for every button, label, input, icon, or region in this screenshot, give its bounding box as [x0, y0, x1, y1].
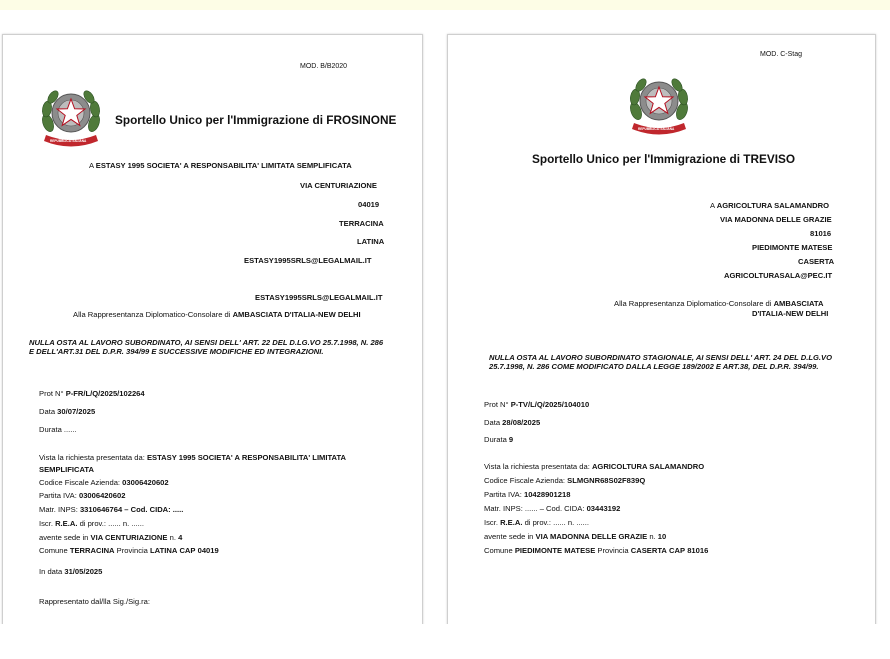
- provincia-value: CASERTA: [630, 546, 667, 555]
- prot-label: Prot N°: [39, 389, 64, 398]
- sede-value: VIA MADONNA DELLE GRAZIE: [535, 532, 648, 541]
- sede-n-label: n.: [649, 532, 656, 541]
- cap-value: 04019: [197, 546, 219, 555]
- diplomatic-name-line2: D'ITALIA-NEW DELHI: [752, 309, 829, 318]
- prot-value: P-FR/L/Q/2025/102264: [65, 389, 145, 398]
- diplomatic-line: [614, 299, 824, 308]
- rea-line: [39, 519, 144, 528]
- provincia-label: Provincia: [116, 546, 148, 555]
- emblem-ribbon-text: REPUBBLICA ITALIANA: [50, 139, 87, 143]
- richiesta-line: [39, 453, 346, 462]
- diplomatic-name-line1: AMBASCIATA: [773, 299, 824, 308]
- address-email: AGRICOLTURASALA@PEC.IT: [724, 271, 833, 280]
- comune-value: PIEDIMONTE MATESE: [514, 546, 596, 555]
- comune-label: Comune: [39, 546, 68, 555]
- screenshot-bottom-band: [0, 624, 890, 659]
- address-street: VIA MADONNA DELLE GRAZIE: [720, 215, 832, 224]
- document-page-left: [2, 34, 423, 626]
- piva-line: [39, 491, 125, 500]
- sede-line: [484, 532, 666, 541]
- richiesta-name: ESTASY 1995 SOCIETA' A RESPONSABILITA' LIMITATA: [146, 453, 347, 462]
- comune-line: [39, 546, 219, 555]
- diplomatic-line: [73, 310, 361, 319]
- recipient-name: ESTASY 1995 SOCIETA' A RESPONSABILITA' LIMITATA SEMPLIFICATA: [95, 161, 352, 170]
- cf-line: [484, 476, 645, 485]
- data-line: [484, 418, 540, 427]
- durata-value: 9: [508, 435, 514, 444]
- rea-label-bold: R.E.A.: [55, 519, 78, 528]
- cf-line: [39, 478, 169, 487]
- comune-value: TERRACINA: [69, 546, 115, 555]
- data-label: Data: [484, 418, 501, 427]
- richiesta-name: AGRICOLTURA SALAMANDRO: [591, 462, 705, 471]
- piva-value: 10428901218: [523, 490, 571, 499]
- inps-line: [484, 504, 620, 513]
- inps-line: [39, 505, 183, 514]
- comune-line: [484, 546, 708, 555]
- diplomatic-name: AMBASCIATA D'ITALIA-NEW DELHI: [232, 310, 361, 319]
- address-email: ESTASY1995SRLS@LEGALMAIL.IT: [244, 256, 372, 265]
- cap-value: 81016: [687, 546, 709, 555]
- cap-label: CAP: [179, 546, 196, 555]
- diplomatic-label: Alla Rappresentanza Diplomatico-Consolare di: [614, 299, 772, 308]
- cf-value: SLMGNR68S02F839Q: [567, 476, 646, 485]
- rea-label-post: di prov.: ...... n. ......: [524, 518, 589, 527]
- piva-line: [484, 490, 570, 499]
- rea-label-post: di prov.: ...... n. ......: [79, 519, 144, 528]
- sede-label: avente sede in: [39, 533, 89, 542]
- data-label: Data: [39, 407, 56, 416]
- address-city: PIEDIMONTE MATESE: [752, 243, 833, 252]
- address-cap: 04019: [358, 200, 380, 209]
- cap-label: CAP: [669, 546, 686, 555]
- rea-label-pre: Iscr.: [484, 518, 498, 527]
- republic-emblem-icon: [628, 71, 690, 139]
- inps-value: 3310646764 – Cod. CIDA: .....: [79, 505, 184, 514]
- address-street: VIA CENTURIAZIONE: [300, 181, 377, 190]
- inps-label: Matr. INPS:: [39, 505, 78, 514]
- piva-label: Partita IVA:: [484, 490, 522, 499]
- durata-label: Durata: [484, 435, 507, 444]
- data-value: 28/08/2025: [502, 418, 541, 427]
- prot-label: Prot N°: [484, 400, 509, 409]
- sede-n-label: n.: [169, 533, 176, 542]
- screenshot-top-band: [0, 0, 890, 10]
- in-data-label: In data: [39, 567, 63, 576]
- cc-email: ESTASY1995SRLS@LEGALMAIL.IT: [255, 293, 383, 302]
- prot-line: [39, 389, 145, 398]
- rea-label-bold: R.E.A.: [500, 518, 523, 527]
- richiesta-label: Vista la richiesta presentata da:: [484, 462, 590, 471]
- durata-line: [484, 435, 513, 444]
- provincia-value: LATINA: [150, 546, 178, 555]
- nulla-osta-text: NULLA OSTA AL LAVORO SUBORDINATO, AI SENSI DELL' ART. 22 DEL D.LG.VO 25.7.1998, N. 286 E DELL'ART.31 DEL D.P.R. 394/99 E SUCCESSIVE MODIFICHE ED INTEGRAZIONI.: [29, 338, 384, 357]
- durata-label: Durata: [39, 425, 62, 434]
- sede-label: avente sede in: [484, 532, 534, 541]
- office-title: Sportello Unico per l'Immigrazione di TREVISO: [532, 152, 796, 166]
- in-data-line: [39, 567, 102, 576]
- prot-value: P-TV/L/Q/2025/104010: [510, 400, 590, 409]
- emblem-ribbon-text: REPUBBLICA ITALIANA: [638, 127, 675, 131]
- rea-line: [484, 518, 589, 527]
- prot-line: [484, 400, 589, 409]
- nulla-osta-text: NULLA OSTA AL LAVORO SUBORDINATO STAGIONALE, AI SENSI DELL' ART. 24 DEL D.LG.VO 25.7.1998, N. 286 COME MODIFICATO DALLA LEGGE 189/2002 E ART.38, DEL D.P.R. 394/99.: [489, 353, 832, 372]
- in-data-value: 31/05/2025: [64, 567, 103, 576]
- address-cap: 81016: [810, 229, 832, 238]
- recipient-line: [710, 201, 829, 210]
- sede-n-value: 4: [178, 533, 183, 542]
- durata-value: ......: [63, 425, 77, 434]
- document-page-right: [447, 34, 876, 626]
- recipient-prefix: A: [89, 161, 94, 170]
- recipient-name: AGRICOLTURA SALAMANDRO: [716, 201, 829, 210]
- address-province: LATINA: [357, 237, 385, 246]
- rea-label-pre: Iscr.: [39, 519, 53, 528]
- data-value: 30/07/2025: [57, 407, 96, 416]
- inps-value: 03443192: [586, 504, 621, 513]
- recipient-line: [89, 161, 352, 170]
- mod-code: MOD. B/B2020: [300, 63, 348, 70]
- mod-code: MOD. C-Stag: [760, 51, 803, 58]
- comune-label: Comune: [484, 546, 513, 555]
- data-line: [39, 407, 95, 416]
- richiesta-line: [484, 462, 704, 471]
- richiesta-name-cont: SEMPLIFICATA: [39, 465, 94, 474]
- office-title: Sportello Unico per l'Immigrazione di FROSINONE: [115, 113, 397, 127]
- durata-line: [39, 425, 77, 434]
- republic-emblem-icon: [40, 83, 102, 151]
- address-province: CASERTA: [798, 257, 835, 266]
- sede-n-value: 10: [657, 532, 667, 541]
- inps-label: Matr. INPS: ...... – Cod. CIDA:: [484, 504, 585, 513]
- piva-label: Partita IVA:: [39, 491, 77, 500]
- address-city: TERRACINA: [339, 219, 384, 228]
- provincia-label: Provincia: [597, 546, 629, 555]
- richiesta-label: Vista la richiesta presentata da:: [39, 453, 145, 462]
- cf-label: Codice Fiscale Azienda:: [484, 476, 566, 485]
- diplomatic-label: Alla Rappresentanza Diplomatico-Consolare di: [73, 310, 231, 319]
- cf-value: 03006420602: [122, 478, 169, 487]
- piva-value: 03006420602: [78, 491, 126, 500]
- rappresentato-line: Rappresentato dal/lla Sig./Sig.ra:: [39, 597, 151, 606]
- cf-label: Codice Fiscale Azienda:: [39, 478, 121, 487]
- sede-line: [39, 533, 182, 542]
- recipient-prefix: A: [710, 201, 715, 210]
- sede-value: VIA CENTURIAZIONE: [90, 533, 168, 542]
